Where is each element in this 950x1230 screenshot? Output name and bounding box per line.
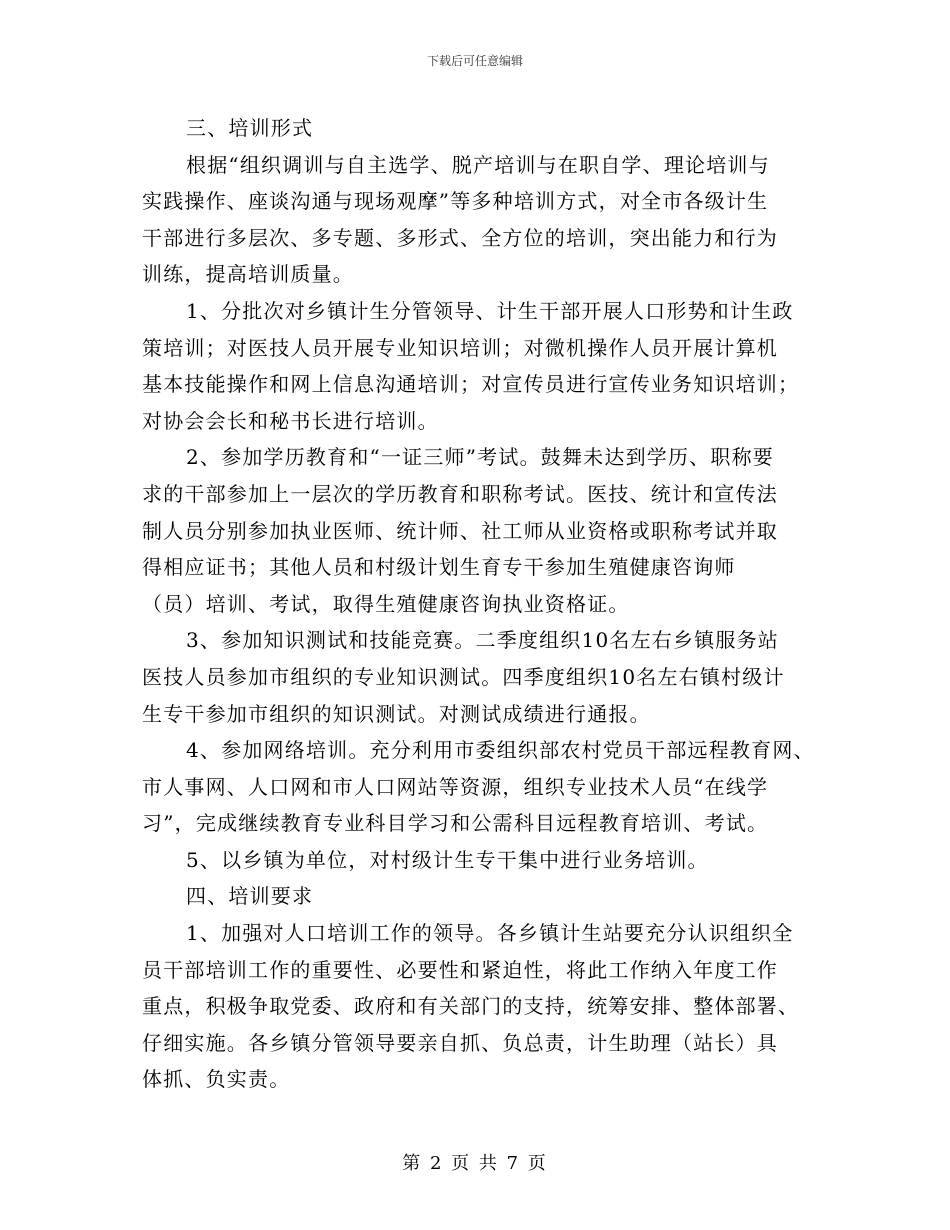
paragraph-line: 制人员分别参加执业医师、统计师、社工师从业资格或职称考试并取 [142, 518, 778, 543]
paragraph-line: 体抓、负实责。 [142, 1067, 291, 1092]
paragraph-line: 5、以乡镇为单位，对村级计生专干集中进行业务培训。 [186, 847, 709, 872]
section-heading-4: 四、培训要求 [186, 884, 314, 909]
paragraph-line: 习”，完成继续教育专业科目学习和公需科目远程教育培训、考试。 [142, 811, 769, 836]
paragraph-line: 2、参加学历教育和“一证三师”考试。鼓舞未达到学历、职称要 [186, 445, 774, 470]
paragraph-line: 3、参加知识测试和技能竞赛。二季度组织10名左右乡镇服务站 [186, 628, 779, 653]
paragraph-line: 生专干参加市组织的知识测试。对测试成绩进行通报。 [142, 701, 651, 726]
paragraph-line: 员干部培训工作的重要性、必要性和紧迫性，将此工作纳入年度工作 [142, 957, 778, 982]
paragraph-line: 训练，提高培训质量。 [142, 262, 354, 287]
paragraph-line: 干部进行多层次、多专题、多形式、全方位的培训，突出能力和行为 [142, 225, 778, 250]
paragraph-line: 根据“组织调训与自主选学、脱产培训与在职自学、理论培训与 [186, 152, 770, 177]
header-note: 下载后可任意编辑 [426, 54, 523, 68]
paragraph-line: 策培训；对医技人员开展专业知识培训；对微机操作人员开展计算机 [142, 335, 778, 360]
paragraph-line: 医技人员参加市组织的专业知识测试。四季度组织10名左右镇村级计 [142, 664, 785, 689]
paragraph-line: 仔细实施。各乡镇分管领导要亲自抓、负总责，计生助理（站长）具 [142, 1030, 778, 1055]
paragraph-line: 市人事网、人口网和市人口网站等资源，组织专业技术人员“在线学 [142, 774, 769, 799]
paragraph-line: 1、加强对人口培训工作的领导。各乡镇计生站要充分认识组织全 [186, 921, 794, 946]
paragraph-line: 实践操作、座谈沟通与现场观摩”等多种培训方式，对全市各级计生 [142, 189, 769, 214]
paragraph-line: 求的干部参加上一层次的学历教育和职称考试。医技、统计和宣传法 [142, 481, 778, 506]
page-number: 第 2 页 共 7 页 [402, 1153, 548, 1174]
document-body [142, 110, 832, 1098]
paragraph-line: 基本技能操作和网上信息沟通培训；对宣传员进行宣传业务知识培训； [142, 372, 800, 397]
paragraph-line: 1、分批次对乡镇计生分管领导、计生干部开展人口形势和计生政 [186, 298, 794, 323]
paragraph-line: 重点，积极争取党委、政府和有关部门的支持，统筹安排、整体部署、 [142, 994, 800, 1019]
paragraph-line: 得相应证书；其他人员和村级计划生育专干参加生殖健康咨询师 [142, 555, 736, 580]
paragraph-line: （员）培训、考试，取得生殖健康咨询执业资格证。 [142, 591, 630, 616]
section-heading-3: 三、培训形式 [186, 116, 314, 140]
paragraph-line: 4、参加网络培训。充分利用市委组织部农村党员干部远程教育网、 [186, 738, 815, 763]
paragraph-line: 对协会会长和秘书长进行培训。 [142, 408, 439, 433]
